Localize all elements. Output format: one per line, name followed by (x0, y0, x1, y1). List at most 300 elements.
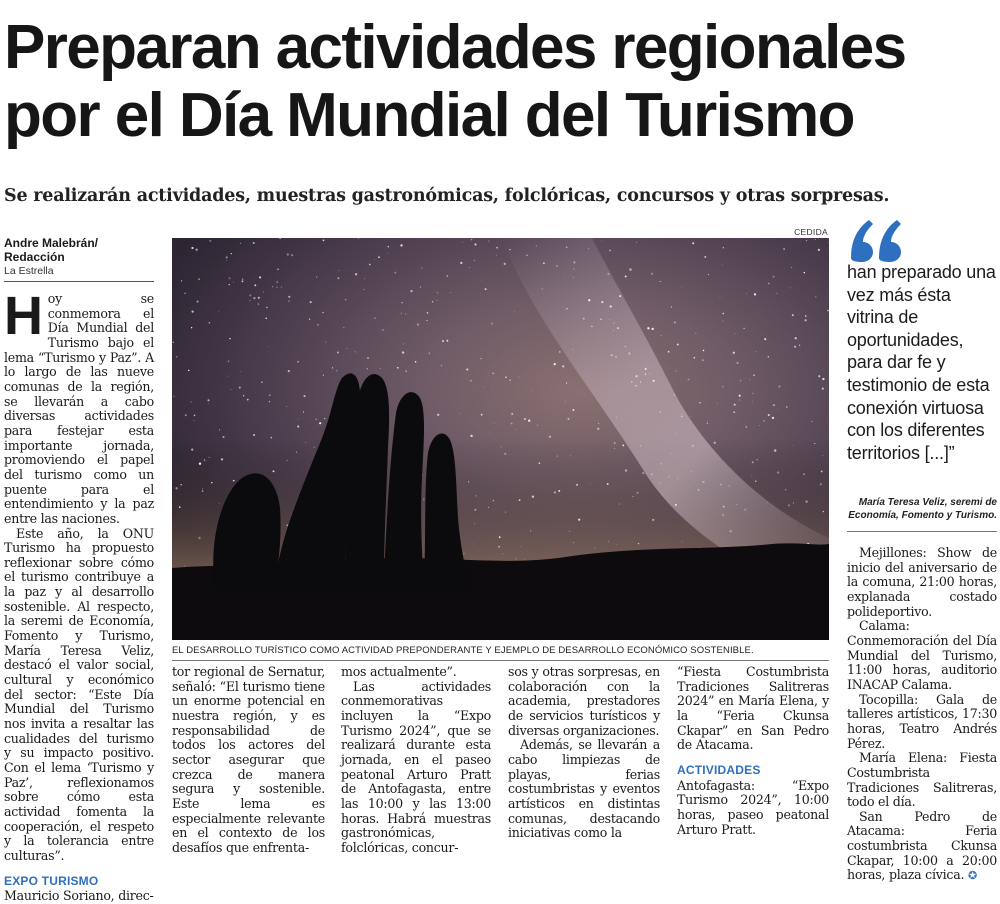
star (785, 489, 786, 490)
star (514, 311, 515, 312)
star (202, 490, 203, 491)
star (694, 357, 696, 359)
star (739, 395, 741, 397)
star (297, 361, 299, 363)
star (266, 307, 267, 308)
star (515, 558, 516, 559)
star (772, 417, 774, 419)
star (722, 320, 723, 321)
star (494, 423, 495, 424)
star (660, 411, 662, 413)
star (583, 318, 585, 320)
star (491, 322, 493, 324)
star (752, 402, 753, 403)
star (588, 299, 590, 301)
star (339, 270, 340, 271)
star (723, 313, 725, 315)
star (573, 542, 574, 543)
star (519, 377, 520, 378)
star (714, 442, 716, 444)
star (304, 395, 306, 397)
headline (4, 14, 999, 150)
star (521, 546, 522, 547)
star (752, 393, 753, 394)
star (751, 476, 752, 477)
star (231, 389, 232, 390)
star (631, 381, 632, 382)
star (337, 277, 339, 279)
star (764, 338, 766, 340)
star (287, 253, 289, 255)
star (343, 327, 344, 328)
star (288, 301, 289, 302)
body-paragraph: “Fiesta Costumbrista Tradiciones Salitreras 2024” en María Elena, y la “Feria Ckunsa Ckapar” en San Pedro de Atacama. (677, 664, 829, 753)
star (729, 485, 731, 487)
star (268, 346, 269, 347)
star (617, 327, 619, 329)
star (485, 288, 487, 290)
star (505, 512, 506, 513)
star (442, 340, 444, 342)
star (722, 386, 723, 387)
star (380, 368, 381, 369)
star (806, 240, 807, 241)
star (204, 459, 206, 461)
star (229, 277, 231, 279)
star (296, 452, 297, 453)
star (488, 241, 489, 242)
star (720, 297, 721, 298)
star (480, 358, 481, 359)
star (767, 502, 768, 503)
star (707, 421, 708, 422)
star (402, 302, 403, 303)
star (180, 484, 181, 485)
star (610, 305, 612, 307)
star (286, 406, 287, 407)
star (708, 274, 709, 275)
star (175, 487, 177, 489)
star (423, 499, 424, 500)
star (543, 262, 545, 264)
star (699, 402, 701, 404)
star (702, 359, 703, 360)
star (346, 348, 347, 349)
star (783, 248, 785, 250)
headline-line-2: por el Día Mundial del Turismo (4, 81, 854, 150)
star (388, 246, 389, 247)
body-column-2 (172, 665, 325, 856)
byline-author: Andre Malebrán/ Redacción (4, 236, 99, 264)
star (588, 248, 589, 249)
star (325, 342, 326, 343)
star (378, 256, 380, 258)
star (305, 442, 306, 443)
star (536, 245, 537, 246)
star (426, 320, 427, 321)
star (374, 259, 375, 260)
activity-item: Antofagasta: “Expo Turismo 2024”, 10:00 horas, paseo peatonal Arturo Pratt. (677, 777, 829, 837)
lead-paragraph (4, 286, 154, 527)
star (531, 391, 532, 392)
star (605, 262, 606, 263)
star (818, 249, 820, 251)
drop-cap: H (4, 286, 43, 346)
star (537, 425, 538, 426)
activity-item: María Elena: Fiesta Costumbrista Tradiciones Salitreras, todo el día. (847, 750, 997, 810)
star (690, 416, 691, 417)
star (611, 354, 613, 356)
star (528, 420, 530, 422)
star (415, 361, 417, 363)
star (526, 255, 527, 256)
star (504, 263, 506, 265)
star (281, 287, 282, 288)
star (288, 370, 290, 372)
star (743, 328, 744, 329)
star (675, 371, 676, 372)
star (695, 333, 696, 334)
article-photo (172, 238, 829, 640)
star (228, 360, 230, 362)
star (652, 519, 654, 521)
star (388, 253, 389, 254)
star (691, 471, 692, 472)
star (400, 244, 402, 246)
star (768, 283, 769, 284)
star (746, 293, 747, 294)
star (567, 418, 569, 420)
star (309, 319, 310, 320)
star (629, 268, 631, 270)
star (198, 278, 200, 280)
star (773, 276, 775, 278)
star (594, 548, 595, 549)
star (530, 530, 531, 531)
star (578, 519, 580, 521)
byline (4, 236, 154, 282)
star (681, 416, 682, 417)
body-column-1 (4, 286, 154, 904)
star (753, 374, 755, 376)
star (722, 514, 723, 515)
star (254, 284, 256, 286)
body-column-3 (341, 665, 491, 856)
star (319, 422, 321, 424)
subtitle: Se realizarán actividades, muestras gastronómicas, folclóricas, concursos y otras sorpresas. (4, 186, 890, 206)
star (652, 328, 654, 330)
star (488, 507, 489, 508)
star (303, 412, 304, 413)
pullquote-text: han preparado una vez más ésta vitrina de oportunidades, para dar fe y testimonio de esta conexión virtuosa con los diferentes territorios [...]” (847, 262, 996, 463)
lead-paragraph-text: oy se conmemora el Día Mundial del Turismo bajo el lema “Turismo y Paz”. A lo largo de las nueve comunas de la región, se llevarán a cabo diversas actividades para festejar esta importante jornada, promoviendo el papel del turismo como un puente para el entendimiento y la paz entre las naciones. (4, 291, 154, 526)
star (474, 243, 476, 245)
body-paragraph: tor regional de Sernatur, señaló: “El turismo tiene un enorme potencial en nuestra región, y es responsabilidad de todos los actores del sector asegurar que crezca de manera segura y sostenible. Este lema es especialmente relevante en el contexto de los desafíos que enfrenta- (172, 664, 325, 855)
star (740, 380, 741, 381)
star (733, 352, 735, 354)
star (675, 504, 677, 506)
star (466, 368, 468, 370)
star (473, 544, 474, 545)
star (786, 406, 788, 408)
star (209, 240, 211, 242)
star (681, 286, 682, 287)
star (720, 484, 722, 486)
star (573, 277, 574, 278)
star (804, 272, 805, 273)
star (276, 287, 277, 288)
star (476, 495, 477, 496)
star (511, 413, 513, 415)
star (402, 351, 404, 353)
star (503, 553, 504, 554)
star (704, 256, 706, 258)
star (273, 470, 275, 472)
star (818, 325, 819, 326)
star (298, 419, 299, 420)
star (226, 256, 228, 258)
star (432, 301, 433, 302)
star (573, 261, 575, 263)
star (181, 280, 182, 281)
star (793, 502, 794, 503)
star (253, 434, 255, 436)
star (259, 276, 261, 278)
star (735, 333, 736, 334)
activity-item: Mejillones: Show de inicio del aniversario de la comuna, 21:00 horas, explanada costado polideportivo. (847, 545, 997, 619)
star (208, 403, 209, 404)
star (247, 399, 249, 401)
body-paragraph: Además, se llevarán a cabo limpiezas de playas, ferias costumbristas y eventos artísticos en distintas comunas, destacando iniciativas como la (508, 737, 660, 841)
star (668, 476, 669, 477)
star (358, 237, 359, 238)
star (227, 376, 228, 377)
star (401, 313, 402, 314)
star (190, 401, 191, 402)
star (647, 327, 649, 329)
star (496, 247, 498, 249)
star (437, 300, 438, 301)
star (565, 272, 566, 273)
star (565, 401, 566, 402)
star (554, 491, 556, 493)
star (722, 265, 723, 266)
star (628, 352, 630, 354)
star (323, 240, 325, 242)
star (405, 313, 406, 314)
star (240, 243, 241, 244)
star (633, 496, 634, 497)
star (805, 315, 807, 317)
headline-line-1: Preparan actividades regionales (4, 13, 906, 82)
star (590, 483, 591, 484)
star (243, 395, 244, 396)
star (668, 351, 670, 353)
star (397, 367, 399, 369)
body-column-6 (847, 546, 997, 884)
star (317, 324, 319, 326)
section-heading-actividades: ACTIVIDADES (677, 762, 761, 777)
star (184, 566, 185, 567)
star (822, 388, 824, 390)
star (336, 370, 338, 372)
byline-outlet: La Estrella (4, 265, 54, 277)
star (194, 420, 195, 421)
star (793, 445, 794, 446)
star (739, 399, 740, 400)
star (191, 247, 193, 249)
star (176, 356, 178, 358)
star (645, 374, 646, 375)
star (211, 482, 212, 483)
star (405, 370, 407, 372)
star (542, 288, 543, 289)
star (778, 385, 780, 387)
star (314, 447, 315, 448)
star (733, 411, 735, 413)
star (619, 295, 621, 297)
star (698, 489, 700, 491)
star (609, 319, 610, 320)
star (363, 289, 364, 290)
star (469, 267, 470, 268)
star (191, 449, 193, 451)
star (649, 373, 650, 374)
star (774, 449, 776, 451)
star (369, 264, 371, 266)
star (287, 460, 288, 461)
star (745, 509, 746, 510)
star (591, 326, 592, 327)
star (492, 373, 493, 374)
star (173, 396, 174, 397)
star (602, 240, 603, 241)
star (803, 474, 804, 475)
star (827, 310, 828, 311)
star (723, 506, 725, 508)
star (636, 242, 637, 243)
star (345, 299, 347, 301)
star (199, 463, 201, 465)
star (659, 483, 660, 484)
star (207, 399, 209, 401)
star (403, 343, 404, 344)
star (355, 351, 356, 352)
star (734, 404, 736, 406)
star (179, 506, 181, 508)
star (546, 299, 547, 300)
star (614, 448, 615, 449)
star (226, 260, 227, 261)
star (752, 461, 754, 463)
star (470, 435, 472, 437)
star (676, 433, 677, 434)
star (613, 322, 614, 323)
star (374, 317, 376, 319)
star (777, 471, 779, 473)
star (795, 337, 797, 339)
star (768, 356, 769, 357)
star (279, 237, 281, 239)
star (233, 282, 234, 283)
star (524, 559, 525, 560)
star (640, 382, 641, 383)
star (209, 322, 211, 324)
star (501, 446, 502, 447)
star (492, 389, 493, 390)
star (219, 429, 220, 430)
star (191, 310, 193, 312)
star (717, 403, 718, 404)
star (258, 303, 259, 304)
star (219, 503, 220, 504)
star (638, 543, 639, 544)
star (233, 480, 235, 482)
star (790, 287, 791, 288)
star (474, 260, 475, 261)
body-paragraph: sos y otras sorpresas, en colaboración con la academia, prestadores de servicios turísticos y diversas organizaciones. (508, 664, 660, 738)
star (515, 429, 516, 430)
star (239, 387, 241, 389)
star (707, 423, 708, 424)
star (337, 352, 339, 354)
star (231, 253, 232, 254)
star (474, 523, 475, 524)
star (221, 458, 223, 460)
pullquote-divider (847, 531, 997, 532)
star (702, 481, 704, 483)
star (263, 292, 264, 293)
star (625, 275, 627, 277)
star (616, 417, 617, 418)
star (737, 504, 738, 505)
star (695, 480, 696, 481)
star (185, 414, 187, 416)
star (242, 278, 243, 279)
star (759, 425, 760, 426)
star (249, 294, 251, 296)
star (198, 537, 200, 539)
star (229, 338, 230, 339)
star (573, 268, 574, 269)
star (265, 317, 267, 319)
star (562, 365, 564, 367)
star (609, 249, 611, 251)
star (600, 319, 601, 320)
star (291, 254, 293, 256)
star (460, 262, 462, 264)
star (792, 314, 794, 316)
star (471, 239, 473, 241)
star (316, 277, 317, 278)
star (814, 443, 815, 444)
star (677, 344, 679, 346)
body-column-5 (677, 665, 829, 837)
star (447, 340, 449, 342)
star (572, 409, 574, 411)
star (539, 462, 541, 464)
star (570, 456, 571, 457)
star (420, 286, 421, 287)
star (671, 306, 672, 307)
star (688, 379, 690, 381)
star (191, 327, 192, 328)
star (462, 242, 463, 243)
star (249, 300, 250, 301)
activity-item (847, 810, 997, 884)
star (261, 381, 263, 383)
star (566, 382, 567, 383)
